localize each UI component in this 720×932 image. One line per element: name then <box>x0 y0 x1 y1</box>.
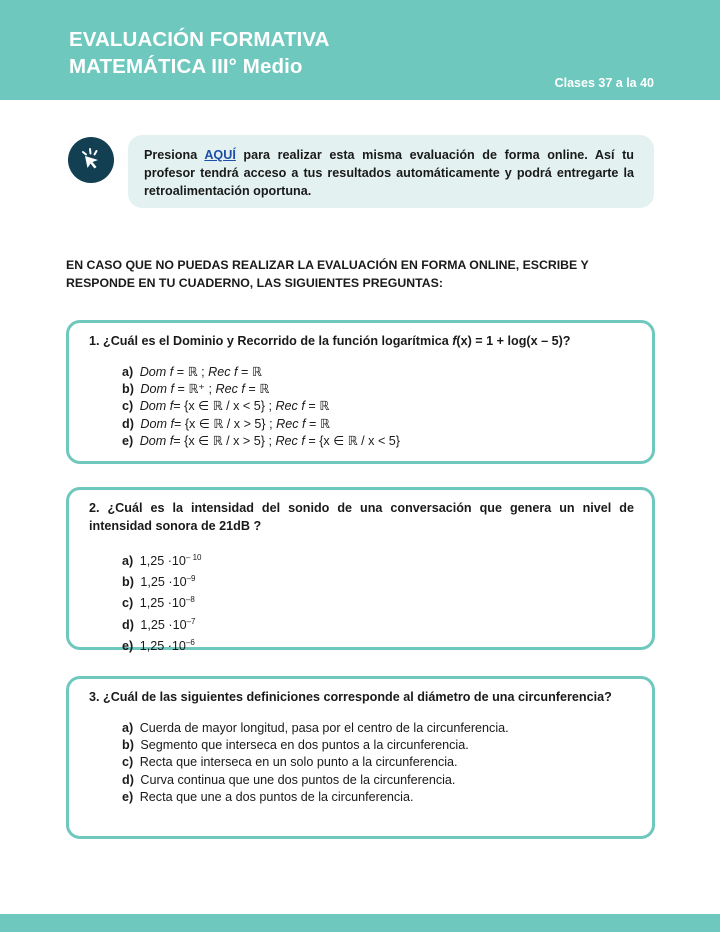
q2-option-e: e) $1,25 \cdot 10^{-6}$ <box>122 637 195 653</box>
q2-option-a: a) $1,25 \cdot 10^{- 10}$ <box>122 553 202 568</box>
q3-option-d: d) Curva continua que une dos puntos de la circunferencia. <box>122 772 456 787</box>
question-3-text: 3. ¿Cuál de las siguientes definiciones corresponde al diámetro de una circunferencia? <box>89 690 612 704</box>
q1-option-a: a) Dom f = ℝ ; Rec f = ℝ <box>122 365 262 379</box>
q3-option-a: a) Cuerda de mayor longitud, pasa por el centro de la circunferencia. <box>122 721 509 735</box>
question-2-text: 2. ¿Cuál es la intensidad del sonido de una conversación que genera un nivel de intensidad sonora de 21dB ? <box>89 501 634 533</box>
q2-option-c: c) $1,25 \cdot 10^{-8}$ <box>122 595 195 611</box>
question-1-options <box>89 364 634 450</box>
instruction-text: EN CASO QUE NO PUEDAS REALIZAR LA EVALUACIÓN EN FORMA ONLINE, ESCRIBE Y RESPONDE EN TU CUADERNO, LAS SIGUIENTES PREGUNTAS: <box>66 258 589 290</box>
q2-option-b: b) $1,25 \cdot 10^{-9}$ <box>122 574 196 590</box>
question-3-box <box>66 676 655 839</box>
classes-range: Clases 37 a la 40 <box>554 76 654 90</box>
q3-option-e: e) Recta que une a dos puntos de la circunferencia. <box>122 789 414 804</box>
title-line-1: EVALUACIÓN FORMATIVA <box>69 28 330 51</box>
online-notice <box>128 135 654 208</box>
footer-bar <box>0 914 720 932</box>
question-3-options <box>89 720 634 806</box>
question-1-box <box>66 320 655 464</box>
online-evaluation-link[interactable]: AQUÍ <box>204 148 236 162</box>
header-banner <box>0 0 720 100</box>
question-2-options <box>89 549 634 655</box>
q1-option-e: e) Dom f= {x ∈ ℝ / x > 5} ; Rec f = {x ∈ ℝ / x < 5} <box>122 433 401 448</box>
q1-option-c: c) Dom f= {x ∈ ℝ / x < 5} ; Rec f = ℝ <box>122 399 330 414</box>
page-title <box>69 26 330 80</box>
q3-option-b: b) Segmento que interseca en dos puntos a la circunferencia. <box>122 738 469 753</box>
question-2-box <box>66 487 655 653</box>
q3-option-c: c) Recta que interseca en un solo punto a la circunferencia. <box>122 755 458 770</box>
question-1-text: 1. ¿Cuál es el Dominio y Recorrido de la función logarítmica f(x) = 1 + log(x – 5)? <box>89 334 571 348</box>
notice-text: Presiona AQUÍ para realizar esta misma evaluación de forma online. Así tu profesor tendrá acceso a tus resultados automáticamente y podrá entregarte la retroalimentación oportuna. <box>144 148 634 198</box>
cursor-click-glyph <box>76 145 106 175</box>
title-line-2: MATEMÁTICA III° Medio <box>69 55 303 78</box>
q1-option-b: b) Dom f = ℝ⁺ ; Rec f = ℝ <box>122 382 270 397</box>
cursor-click-icon <box>68 137 114 183</box>
q2-option-d: d) $1,25 \cdot 10^{-7}$ <box>122 616 196 632</box>
q1-option-d: d) Dom f= {x ∈ ℝ / x > 5} ; Rec f = ℝ <box>122 416 330 431</box>
